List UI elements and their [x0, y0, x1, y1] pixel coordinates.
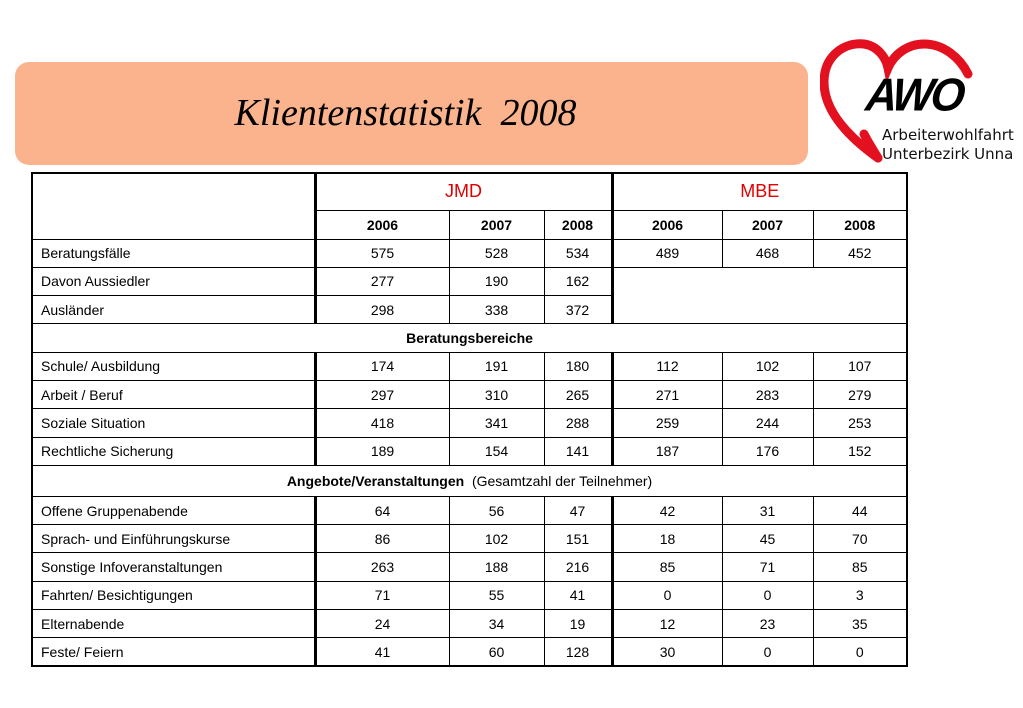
row-label: Sprach- und Einführungskurse [32, 525, 315, 553]
section-title: Angebote/Veranstaltungen [286, 472, 465, 489]
logo-org-unit: Unterbezirk Unna [882, 145, 1014, 163]
table-row [32, 296, 907, 324]
table-cell: 86 [315, 525, 449, 553]
table-cell: 189 [315, 437, 449, 465]
table-row [32, 437, 907, 465]
table-cell: 0 [612, 581, 722, 609]
table-row [32, 380, 907, 408]
header-row-groups [32, 173, 907, 210]
table-cell: 35 [813, 610, 907, 638]
table-cell: 283 [722, 380, 813, 408]
table-cell: 176 [722, 437, 813, 465]
table-cell: 277 [315, 267, 449, 295]
table-cell: 47 [544, 496, 612, 524]
table-cell: 42 [612, 496, 722, 524]
row-label: Feste/ Feiern [32, 638, 315, 666]
table-cell: 253 [813, 409, 907, 437]
header-corner [32, 173, 315, 239]
table-cell: 19 [544, 610, 612, 638]
table-cell: 263 [315, 553, 449, 581]
table-cell: 190 [449, 267, 544, 295]
table-cell: 341 [449, 409, 544, 437]
group-header-mbe: MBE [612, 173, 907, 210]
section-row [32, 324, 907, 352]
table-cell: 162 [544, 267, 612, 295]
table-cell: 41 [544, 581, 612, 609]
table-cell: 216 [544, 553, 612, 581]
table-cell: 112 [612, 352, 722, 380]
row-label: Beratungsfälle [32, 239, 315, 267]
row-label: Offene Gruppenabende [32, 496, 315, 524]
statistics-table [31, 172, 908, 667]
section-title: Beratungsbereiche [406, 330, 533, 347]
table-cell: 0 [722, 638, 813, 666]
table-cell: 70 [813, 525, 907, 553]
table-cell: 0 [813, 638, 907, 666]
table-cell: 452 [813, 239, 907, 267]
section-row [32, 465, 907, 496]
table-row [32, 267, 907, 295]
year-header: 2006 [315, 210, 449, 239]
table-cell: 310 [449, 380, 544, 408]
year-header: 2007 [449, 210, 544, 239]
table-cell: 18 [612, 525, 722, 553]
page-title: Klientenstatistik 2008 [234, 91, 577, 134]
table-cell: 180 [544, 352, 612, 380]
table-cell: 71 [722, 553, 813, 581]
table-cell: 60 [449, 638, 544, 666]
table-cell: 528 [449, 239, 544, 267]
table-cell: 151 [544, 525, 612, 553]
table-cell: 0 [722, 581, 813, 609]
table-row [32, 239, 907, 267]
table-row [32, 638, 907, 666]
row-label: Sonstige Infoveranstaltungen [32, 553, 315, 581]
table-row [32, 553, 907, 581]
logo-brand: AWO [863, 69, 965, 122]
table-cell: 45 [722, 525, 813, 553]
table-cell: 279 [813, 380, 907, 408]
table-cell: 71 [315, 581, 449, 609]
table-cell: 338 [449, 296, 544, 324]
table-cell: 418 [315, 409, 449, 437]
row-label: Davon Aussiedler [32, 267, 315, 295]
section-note: (Gesamtzahl der Teilnehmer) [471, 472, 653, 489]
row-label: Schule/ Ausbildung [32, 352, 315, 380]
table-cell: 575 [315, 239, 449, 267]
year-header: 2007 [722, 210, 813, 239]
table-cell: 31 [722, 496, 813, 524]
table-cell: 102 [449, 525, 544, 553]
table-row [32, 525, 907, 553]
table-body [32, 173, 907, 666]
year-header: 2006 [612, 210, 722, 239]
table-cell: 102 [722, 352, 813, 380]
table-cell: 41 [315, 638, 449, 666]
table-cell: 489 [612, 239, 722, 267]
section-heading [32, 324, 907, 352]
table-cell: 107 [813, 352, 907, 380]
table-cell: 24 [315, 610, 449, 638]
table-row [32, 409, 907, 437]
section-heading [32, 465, 907, 496]
year-header: 2008 [813, 210, 907, 239]
table-cell: 271 [612, 380, 722, 408]
empty-cell [612, 267, 907, 295]
year-header: 2008 [544, 210, 612, 239]
table-cell: 85 [612, 553, 722, 581]
table-row [32, 352, 907, 380]
table-cell: 56 [449, 496, 544, 524]
table-cell: 55 [449, 581, 544, 609]
table-cell: 3 [813, 581, 907, 609]
table-cell: 372 [544, 296, 612, 324]
table-cell: 34 [449, 610, 544, 638]
table-cell: 298 [315, 296, 449, 324]
row-label: Ausländer [32, 296, 315, 324]
table-row [32, 610, 907, 638]
table-cell: 265 [544, 380, 612, 408]
table-cell: 64 [315, 496, 449, 524]
table-cell: 187 [612, 437, 722, 465]
table-cell: 23 [722, 610, 813, 638]
empty-cell [612, 296, 907, 324]
row-label: Rechtliche Sicherung [32, 437, 315, 465]
table-cell: 468 [722, 239, 813, 267]
table-cell: 154 [449, 437, 544, 465]
table-cell: 152 [813, 437, 907, 465]
row-label: Elternabende [32, 610, 315, 638]
table-cell: 534 [544, 239, 612, 267]
row-label: Fahrten/ Besichtigungen [32, 581, 315, 609]
table-cell: 191 [449, 352, 544, 380]
row-label: Arbeit / Beruf [32, 380, 315, 408]
group-header-jmd: JMD [315, 173, 612, 210]
table-cell: 244 [722, 409, 813, 437]
table-cell: 259 [612, 409, 722, 437]
table-cell: 12 [612, 610, 722, 638]
awo-logo [820, 38, 1020, 168]
table-cell: 174 [315, 352, 449, 380]
table-cell: 30 [612, 638, 722, 666]
table-cell: 141 [544, 437, 612, 465]
table-row [32, 581, 907, 609]
table-row [32, 496, 907, 524]
table-cell: 44 [813, 496, 907, 524]
title-banner [15, 62, 808, 165]
table-cell: 288 [544, 409, 612, 437]
table-cell: 85 [813, 553, 907, 581]
logo-org-name: Arbeiterwohlfahrt [882, 126, 1014, 144]
table-cell: 188 [449, 553, 544, 581]
table-cell: 297 [315, 380, 449, 408]
row-label: Soziale Situation [32, 409, 315, 437]
table-cell: 128 [544, 638, 612, 666]
